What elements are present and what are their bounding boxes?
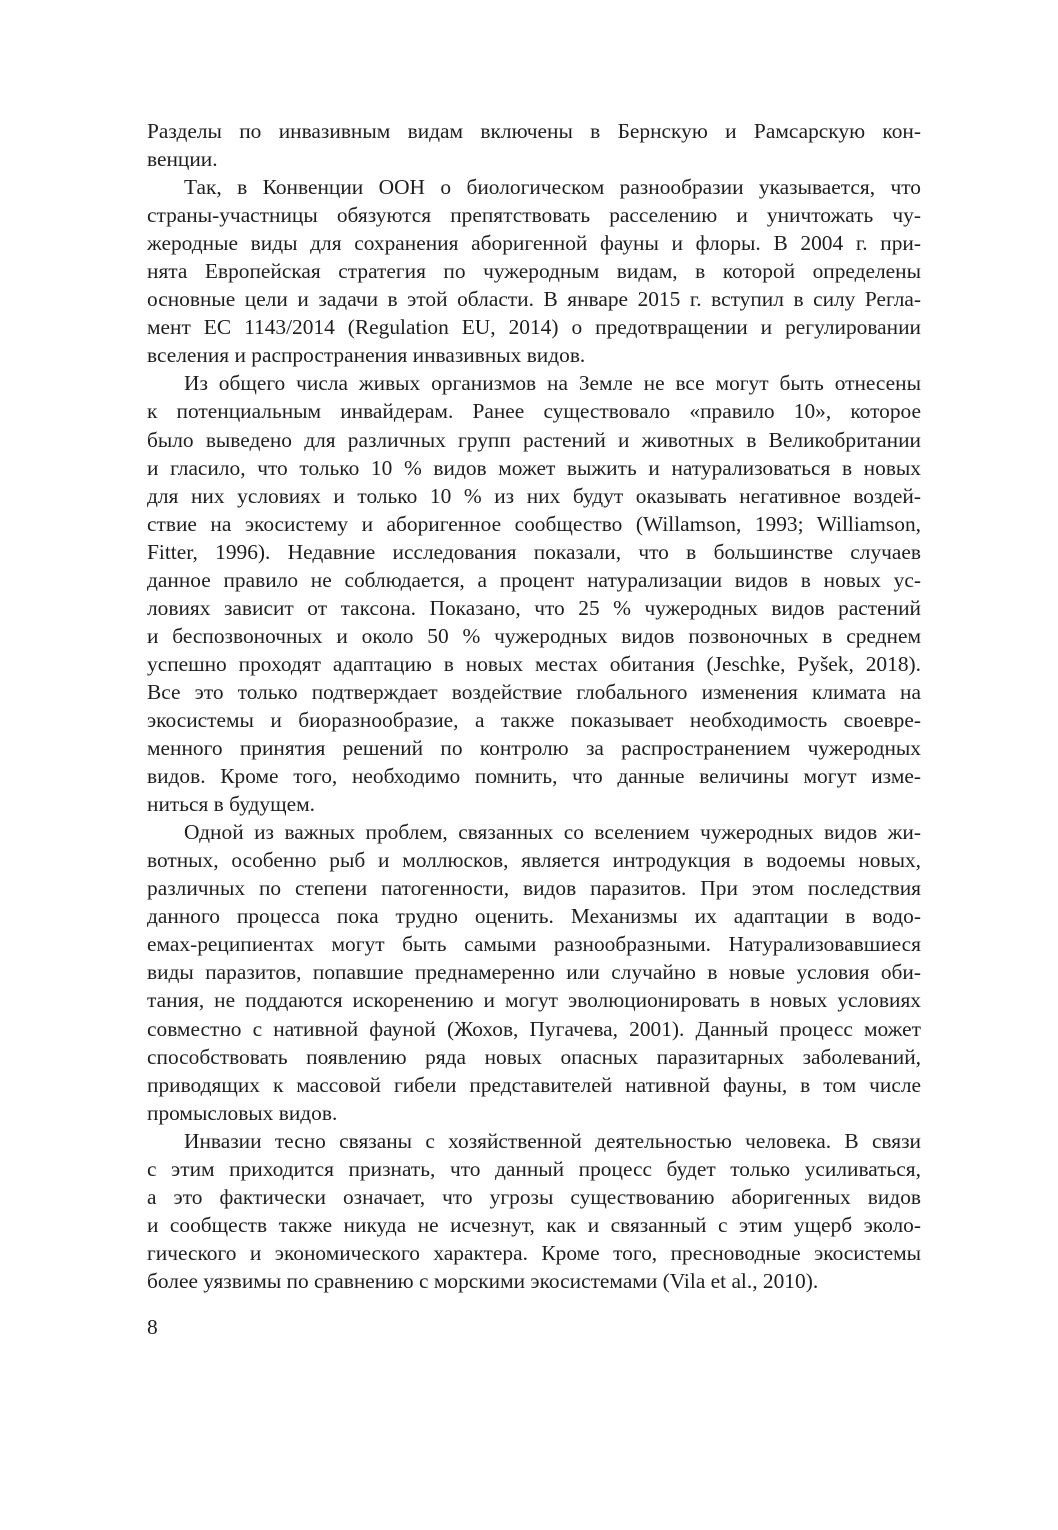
text-line: экосистемы и биоразнообразие, а также показывает необходимость своевре- xyxy=(147,707,921,732)
text-line: более уязвимы по сравнению с морскими экосистемами (Vila et al., 2010). xyxy=(147,1268,819,1293)
paragraph xyxy=(147,1127,921,1295)
text-line: Fitter, 1996). Недавние исследования показали, что в большинстве случаев xyxy=(147,539,921,564)
text-line: данное правило не соблюдается, а процент натурализации видов в новых ус- xyxy=(147,567,921,592)
text-line: совместно с нативной фауной (Жохов, Пугачева, 2001). Данный процесс может xyxy=(147,1016,921,1041)
text-line: мент ЕС 1143/2014 (Regulation EU, 2014) о предотвращении и регулировании xyxy=(147,315,921,340)
text-line: вселения и распространения инвазивных видов. xyxy=(147,343,586,368)
text-line: и гласило, что только 10 % видов может выжить и натурализоваться в новых xyxy=(147,455,921,480)
text-line: ловиях зависит от таксона. Показано, что 25 % чужеродных видов растений xyxy=(147,595,921,620)
text-line: нята Европейская стратегия по чужеродным видам, в которой определены xyxy=(147,259,921,284)
paragraph xyxy=(147,173,921,369)
text-line: основные цели и задачи в этой области. В январе 2015 г. вступил в силу Регла- xyxy=(147,287,921,312)
text-line: Инвазии тесно связаны с хозяйственной деятельностью человека. В связи xyxy=(184,1128,921,1153)
text-line: Разделы по инвазивным видам включены в Бернскую и Рамсарскую кон- xyxy=(147,119,921,143)
paragraph xyxy=(147,818,921,1127)
text-line: Все это только подтверждает воздействие глобального изменения климата на xyxy=(147,679,921,704)
text-line: виды паразитов, попавшие преднамеренно или случайно в новые условия оби- xyxy=(147,960,921,985)
text-line: менного принятия решений по контролю за распространением чужеродных xyxy=(147,736,921,761)
text-line: данного процесса пока трудно оценить. Механизмы их адаптации в водо- xyxy=(147,904,921,929)
text-line: Так, в Конвенции ООН о биологическом разнообразии указывается, что xyxy=(184,175,921,200)
text-line: вотных, особенно рыб и моллюсков, является интродукция в водоемы новых, xyxy=(147,848,921,873)
text-line: приводящих к массовой гибели представителей нативной фауны, в том числе xyxy=(147,1072,921,1097)
text-line: венции. xyxy=(147,147,218,172)
text-line: для них условиях и только 10 % из них будут оказывать негативное воздей- xyxy=(147,483,921,508)
text-line: успешно проходят адаптацию в новых местах обитания (Jeschke, Pyšek, 2018). xyxy=(147,651,921,676)
text-line: и беспозвоночных и около 50 % чужеродных видов позвоночных в среднем xyxy=(147,623,921,648)
text-line: Одной из важных проблем, связанных со вселением чужеродных видов жи- xyxy=(184,820,921,845)
text-line: емах-реципиентах могут быть самыми разнообразными. Натурализовавшиеся xyxy=(147,932,921,957)
body-text xyxy=(147,117,921,1295)
text-line: с этим приходится признать, что данный процесс будет только усиливаться, xyxy=(147,1156,921,1181)
text-line: гического и экономического характера. Кроме того, пресноводные экосистемы xyxy=(147,1240,921,1265)
text-line: промысловых видов. xyxy=(147,1100,338,1125)
text-line: тания, не поддаются искоренению и могут эволюционировать в новых условиях xyxy=(147,988,921,1013)
paragraph xyxy=(147,117,921,173)
text-line: а это фактически означает, что угрозы существованию аборигенных видов xyxy=(147,1184,921,1209)
text-line: ствие на экосистему и аборигенное сообщество (Willamson, 1993; Williamson, xyxy=(147,511,921,536)
text-line: способствовать появлению ряда новых опасных паразитарных заболеваний, xyxy=(147,1044,921,1069)
text-line: видов. Кроме того, необходимо помнить, что данные величины могут изме- xyxy=(147,764,921,789)
text-line: и сообществ также никуда не исчезнут, как и связанный с этим ущерб эколо- xyxy=(147,1212,921,1237)
text-line: различных по степени патогенности, видов паразитов. При этом последствия xyxy=(147,876,921,901)
page-number: 8 xyxy=(147,1315,158,1339)
text-line: к потенциальным инвайдерам. Ранее существовало «правило 10», которое xyxy=(147,399,921,424)
text-line: страны-участницы обязуются препятствовать расселению и уничтожать чу- xyxy=(147,203,921,228)
paragraph xyxy=(147,369,921,818)
text-line: Из общего числа живых организмов на Земле не все могут быть отнесены xyxy=(184,371,921,396)
text-line: было выведено для различных групп растений и животных в Великобритании xyxy=(147,427,921,452)
text-line: жеродные виды для сохранения аборигенной фауны и флоры. В 2004 г. при- xyxy=(147,231,921,256)
text-line: ниться в будущем. xyxy=(147,792,315,817)
